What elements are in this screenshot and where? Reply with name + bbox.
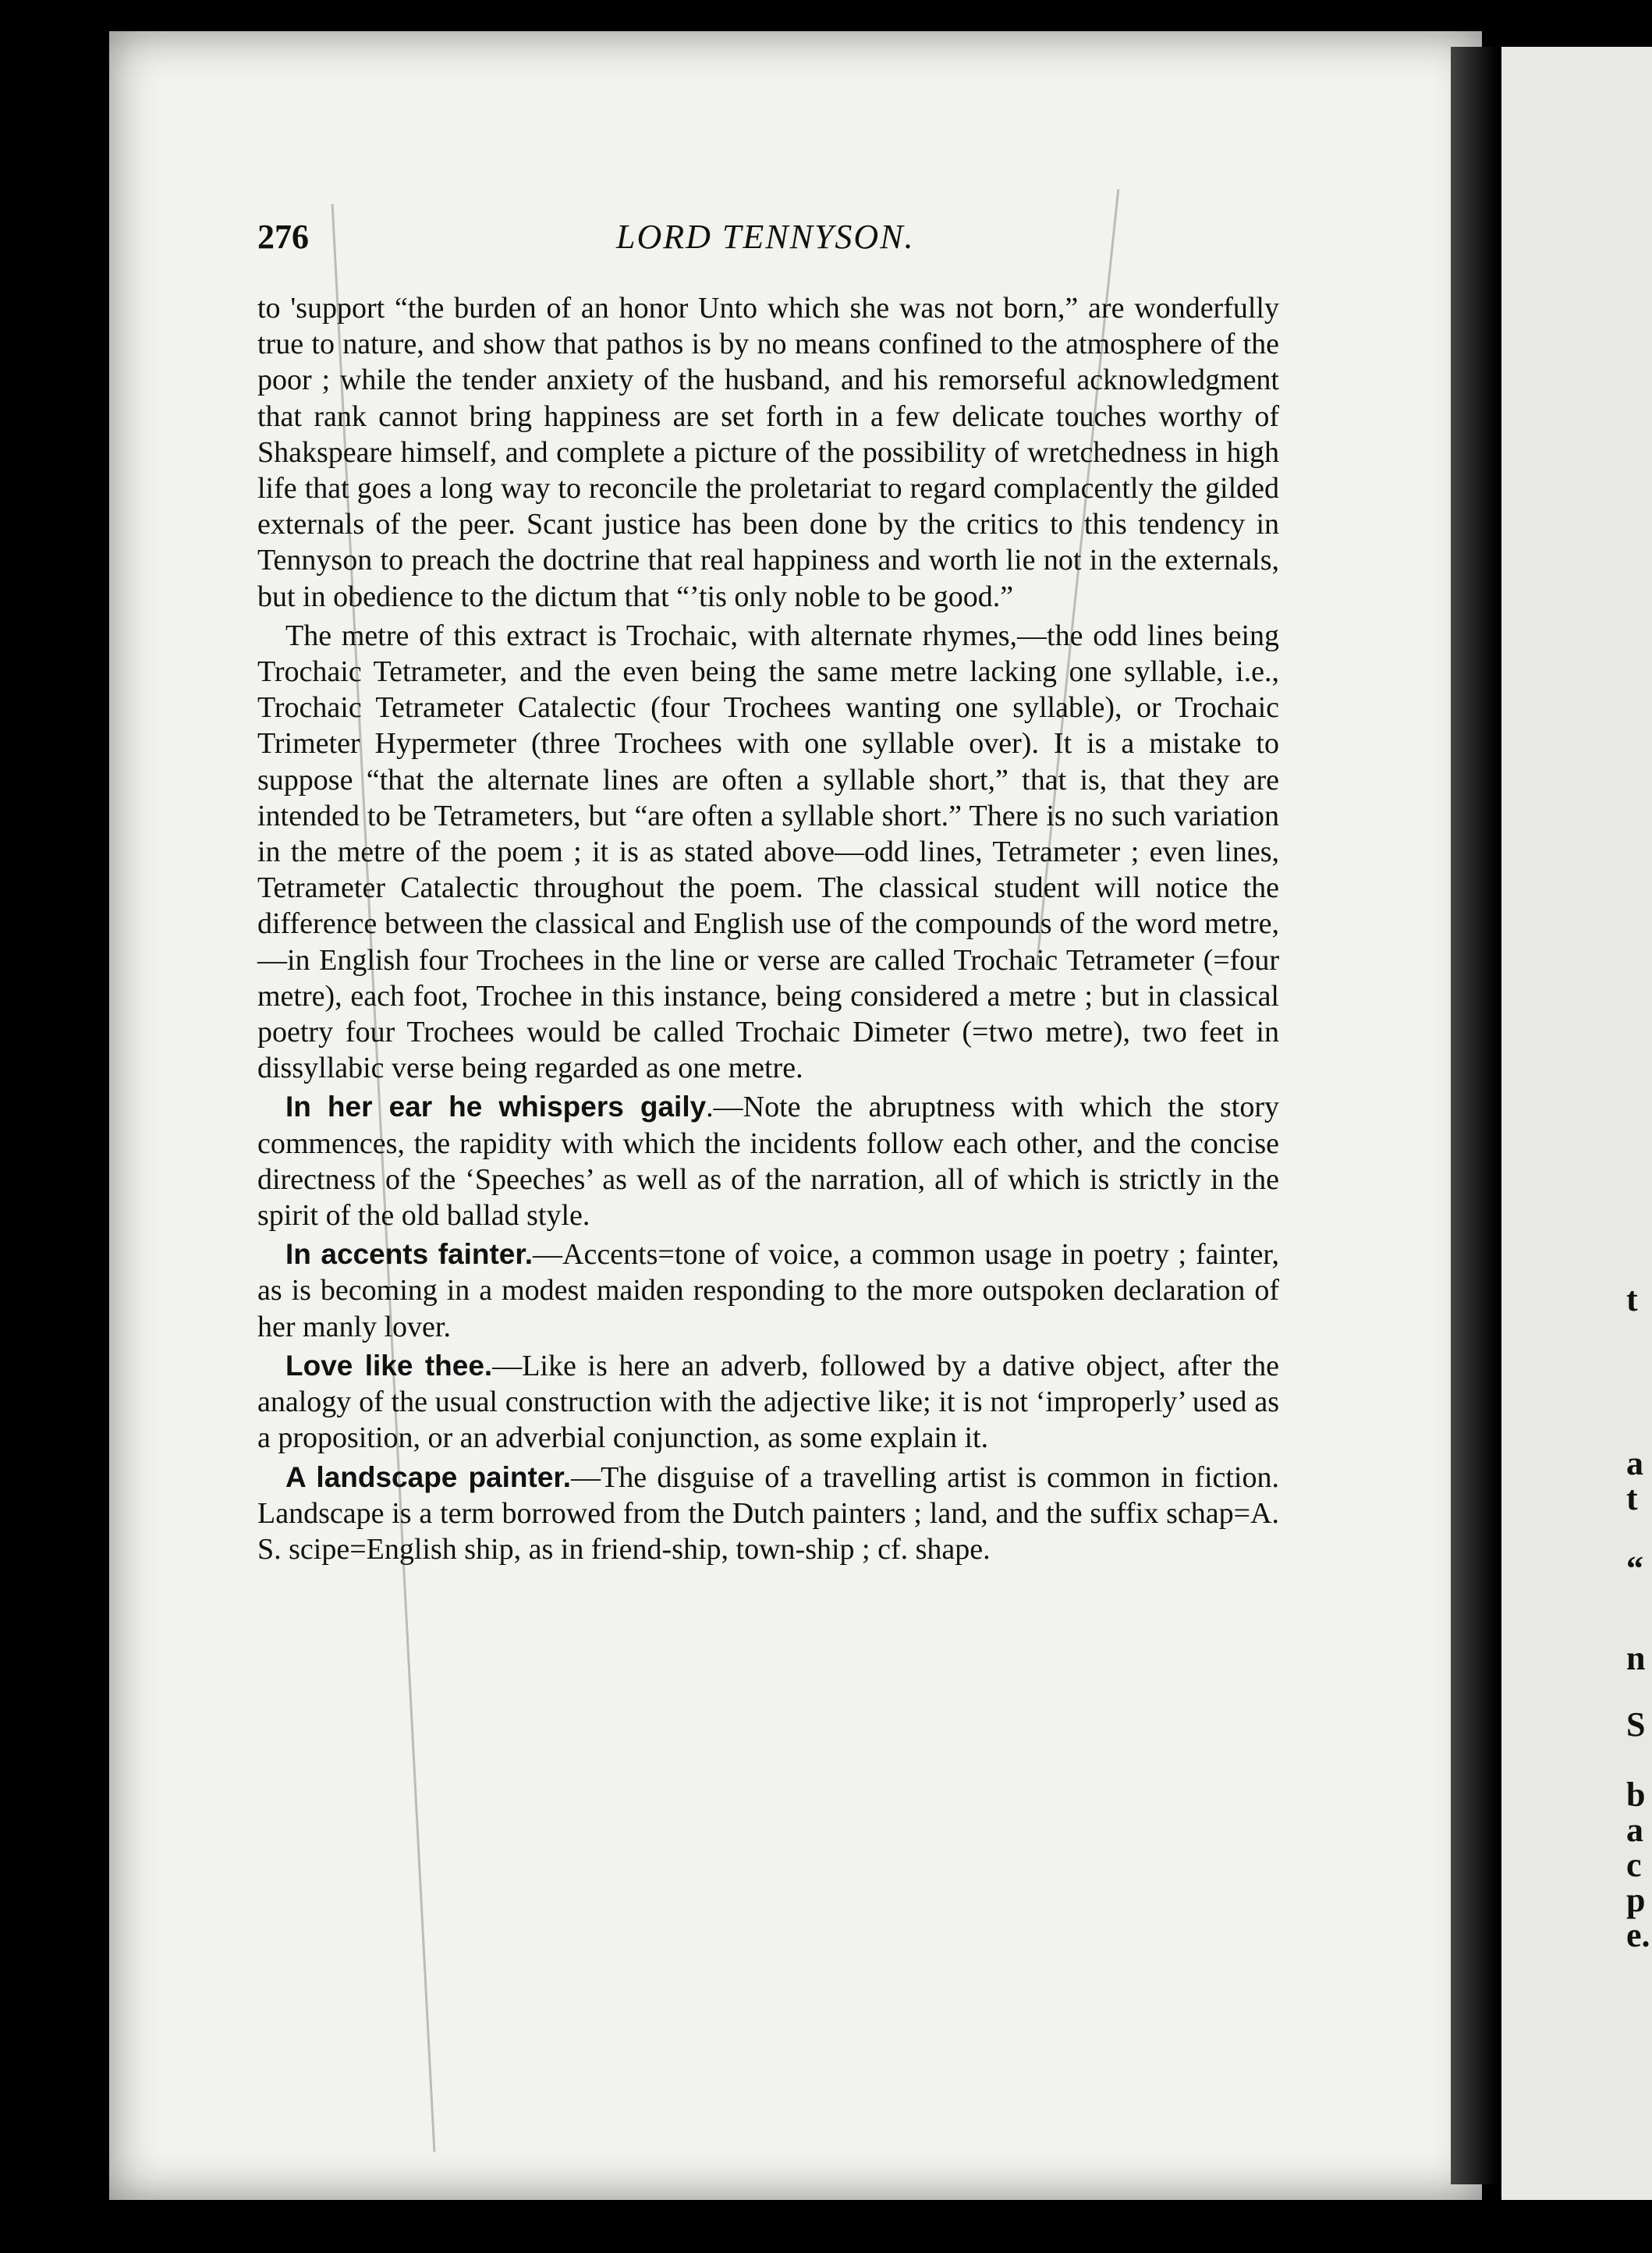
paragraph	[257, 1348, 1279, 1456]
facing-page-fragment: p	[1626, 1881, 1646, 1919]
facing-page-fragment: t	[1626, 1280, 1638, 1318]
paragraph	[257, 618, 1279, 1087]
note-lemma: Love like thee.	[285, 1349, 493, 1382]
facing-page-fragment: b	[1626, 1776, 1646, 1814]
body-text	[257, 290, 1279, 1570]
page-number: 276	[257, 218, 309, 256]
facing-page-fragment: S	[1626, 1705, 1646, 1744]
paragraph-text: —Like is here an adverb, followed by a dative object, after the analogy of the usual construction with the adjective like; it is not ‘improperly’ used as a proposition, or an adverbial conjunction, as some explain it.	[257, 1349, 1279, 1455]
running-title: LORD TENNYSON.	[616, 218, 915, 256]
page-gutter-shadow	[1451, 47, 1498, 2184]
paragraph	[257, 290, 1279, 615]
facing-page-fragment: “	[1626, 1549, 1643, 1588]
facing-page-fragment: e.	[1626, 1916, 1650, 1954]
paragraph	[257, 1089, 1279, 1233]
facing-page-fragment: n	[1626, 1639, 1646, 1677]
facing-page-fragment: t	[1626, 1479, 1638, 1517]
paragraph-text: .—Note the abruptness with which the story commences, the rapidity with which the incidents follow each other, and the concise directness of the ‘Speeches’ as well as of the narration, all of which is strictly in the spirit of the old ballad style.	[257, 1091, 1279, 1233]
paragraph	[257, 1460, 1279, 1568]
facing-page-fragment: c	[1626, 1846, 1642, 1884]
page-header	[257, 217, 1295, 264]
paragraph-text: —The disguise of a travelling artist is common in fiction. Landscape is a term borrowed from the Dutch painters ; land, and the suffix schap=A. S. scipe=English ship, as in friend-ship, town-ship ; cf. shape.	[257, 1460, 1279, 1566]
facing-page-fragment: a	[1626, 1811, 1643, 1849]
paragraph-text: The metre of this extract is Trochaic, with alternate rhymes,—the odd lines being Trochaic Tetrameter, and the even being the same metre lacking one syllable, i.e., Trochaic Tetrameter Catalectic (four Trochees wanting one syllable), or Trochaic Trimeter Hypermeter (three Trochees with one syllable over). It is a mistake to suppose “that the alternate lines are often a syllable short,” that is, that they are intended to be Tetrameters, but “are often a syllable short.” There is no such variation in the metre of the poem ; it is as stated above—odd lines, Tetrameter ; even lines, Tetrameter Catalectic throughout the poem. The classical student will notice the difference between the classical and English use of the compounds of the word metre,—in English four Trochees in the line or verse are called Trochaic Tetrameter (=four metre), each foot, Trochee in this instance, being considered a metre ; but in classical poetry four Trochees would be called Trochaic Dimeter (=two metre), two feet in dissyllabic verse being regarded as one metre.	[257, 619, 1279, 1085]
note-lemma: A landscape painter.	[285, 1460, 572, 1493]
paragraph-text: —Accents=tone of voice, a common usage in poetry ; fainter, as is becoming in a modest maiden responding to the more outspoken declaration of her manly lover.	[257, 1238, 1279, 1343]
paragraph-text: to 'support “the burden of an honor Unto which she was not born,” are wonderfully true to nature, and show that pathos is by no means confined to the atmosphere of the poor ; while the tender anxiety of the husband, and his remorseful acknowledgment that rank cannot bring happiness are set forth in a few delicate touches worthy of Shakspeare himself, and complete a picture of the possibility of wretchedness in high life that goes a long way to reconcile the proletariat to regard complacently the gilded externals of the peer. Scant justice has been done by the critics to this tendency in Tennyson to preach the doctrine that real happiness and worth lie not in the externals, but in obedience to the dictum that “’tis only noble to be good.”	[257, 292, 1279, 613]
note-lemma: In accents fainter.	[285, 1238, 534, 1271]
facing-page-fragment: a	[1626, 1444, 1643, 1482]
note-lemma: In her ear he whispers gaily	[285, 1091, 707, 1123]
paragraph	[257, 1236, 1279, 1345]
